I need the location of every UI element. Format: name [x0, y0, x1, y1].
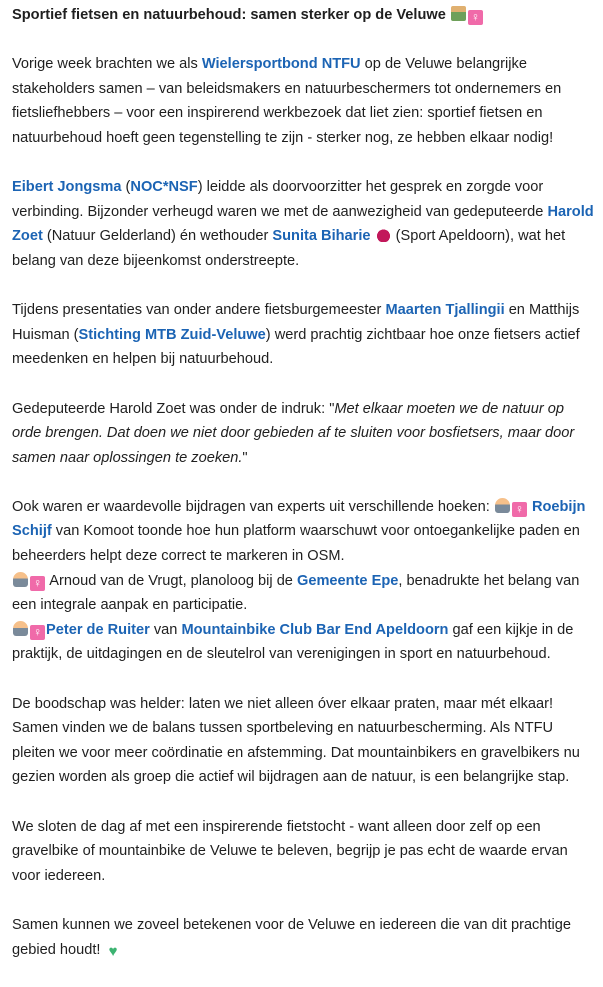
mention-link-sunita-biharie[interactable]: Sunita Biharie	[272, 228, 371, 245]
text-segment: Vorige week brachten we als	[12, 56, 202, 73]
mention-link-mountainbike-club-bar-end-apeldoorn[interactable]: Mountainbike Club Bar End Apeldoorn	[181, 621, 449, 638]
mention-link-noc-nsf[interactable]: NOC*NSF	[130, 179, 198, 196]
female-sign-icon: ♀	[468, 10, 483, 25]
paragraph	[12, 692, 596, 790]
text-segment: ) werd prachtig zichtbaar hoe onze fietsers actief meedenken en helpen bij natuurbehoud.	[12, 326, 580, 368]
text-segment: op de Veluwe belangrijke stakeholders samen – van beleidsmakers en natuurbeschermers tot ondernemers en fietsliefhebbers – voor een inspirerend werkbezoek dat liet zien: sportief fietsen en natuurbehoud hoeft geen tegenstelling te zijn - sterker nog, ze hebben elkaar nodig!	[12, 56, 562, 146]
mention-link-harold-zoet[interactable]: Harold Zoet	[12, 203, 594, 245]
green-heart-icon: ♥	[108, 942, 118, 960]
text-segment: Gedeputeerde Harold Zoet was onder de indruk: "	[12, 400, 335, 417]
paragraph	[12, 397, 596, 471]
text-segment: , benadrukte het belang van een integrale aanpak en participatie.	[12, 572, 580, 614]
text-segment: Sportief fietsen en natuurbehoud: samen sterker op de Veluwe	[12, 7, 450, 23]
text-segment: (	[121, 179, 131, 196]
mention-link-eibert-jongsma[interactable]: Eibert Jongsma	[12, 179, 122, 196]
mention-link-peter-de-ruiter[interactable]: Peter de Ruiter	[46, 621, 150, 638]
mention-link-wielersportbond-ntfu[interactable]: Wielersportbond NTFU	[201, 56, 361, 73]
paragraph	[12, 913, 596, 962]
paragraph	[12, 175, 596, 273]
mention-link-maarten-tjallingii[interactable]: Maarten Tjallingii	[385, 302, 505, 319]
mountain-biker-icon	[451, 6, 466, 21]
female-sign-icon: ♀	[30, 625, 45, 640]
paragraph	[12, 495, 596, 667]
mention-link-stichting-mtb-zuid-veluwe[interactable]: Stichting MTB Zuid-Veluwe	[78, 326, 266, 343]
mention-link-roebijn-schijf[interactable]: Roebijn Schijf	[12, 498, 586, 540]
text-segment: en Matthijs Huisman (	[12, 302, 580, 343]
post-body	[12, 3, 596, 987]
text-segment: (Natuur Gelderland) én wethouder	[42, 228, 273, 245]
text-segment: Arnoud van de Vrugt, planoloog bij de	[46, 572, 297, 589]
text-segment: gaf een kijkje in de praktijk, de uitdagingen en de sleutelrol van verenigingen in sport en natuurbehoud.	[12, 621, 574, 663]
text-segment: We sloten de dag af met een inspirerende fietstocht - want alleen door zelf op een gravelbike of mountainbike de Veluwe te beleven, begrijp je pas echt de waarde ervan voor iedereen.	[12, 818, 568, 884]
beet-icon	[376, 227, 391, 242]
paragraph	[12, 298, 596, 372]
text-segment: van	[149, 621, 182, 638]
cyclist-icon	[13, 572, 28, 587]
paragraph	[12, 815, 596, 889]
cyclist-icon	[495, 498, 510, 513]
cyclist-icon	[13, 621, 28, 636]
text-segment: Ook waren er waardevolle bijdragen van experts uit verschillende hoeken:	[12, 498, 494, 515]
text-segment	[371, 228, 375, 244]
paragraph	[12, 52, 596, 150]
post-title	[12, 3, 596, 28]
text-segment: van Komoot toonde hoe hun platform waarschuwt voor ontoegankelijke paden en beheerders helpt deze correct te markeren in OSM.	[12, 523, 580, 565]
post-paragraphs	[12, 52, 596, 962]
text-segment: ) leidde als doorvoorzitter het gesprek en zorgde voor verbinding. Bijzonder verheugd waren we met de aanwezigheid van gedeputeerde	[12, 179, 548, 220]
quote-text: Met elkaar moeten we de natuur op orde brengen. Dat doen we niet door gebieden af te sluiten voor bosfietsers, maar door samen naar oplossingen te zoeken.	[12, 400, 575, 466]
mention-link-gemeente-epe[interactable]: Gemeente Epe	[296, 572, 399, 589]
text-segment: (Sport Apeldoorn), wat het belang van deze bijeenkomst onderstreepte.	[12, 228, 566, 269]
female-sign-icon: ♀	[512, 502, 527, 517]
female-sign-icon: ♀	[30, 576, 45, 591]
text-segment: "	[242, 449, 248, 466]
text-segment: Samen kunnen we zoveel betekenen voor de Veluwe en iedereen die van dit prachtige gebied houdt!	[12, 916, 572, 958]
text-segment: De boodschap was helder: laten we niet alleen óver elkaar praten, maar mét elkaar! Samen vinden we de balans tussen sportbeleving en natuurbescherming. Als NTFU pleiten we voor meer coördinatie en afstemming. Dat mountainbikers en gravelbikers nu gezien worden als groep die actief wil bijdragen aan de natuur, is een belangrijke stap.	[12, 695, 580, 786]
text-segment: Tijdens presentaties van onder andere fietsburgemeester	[12, 302, 386, 319]
